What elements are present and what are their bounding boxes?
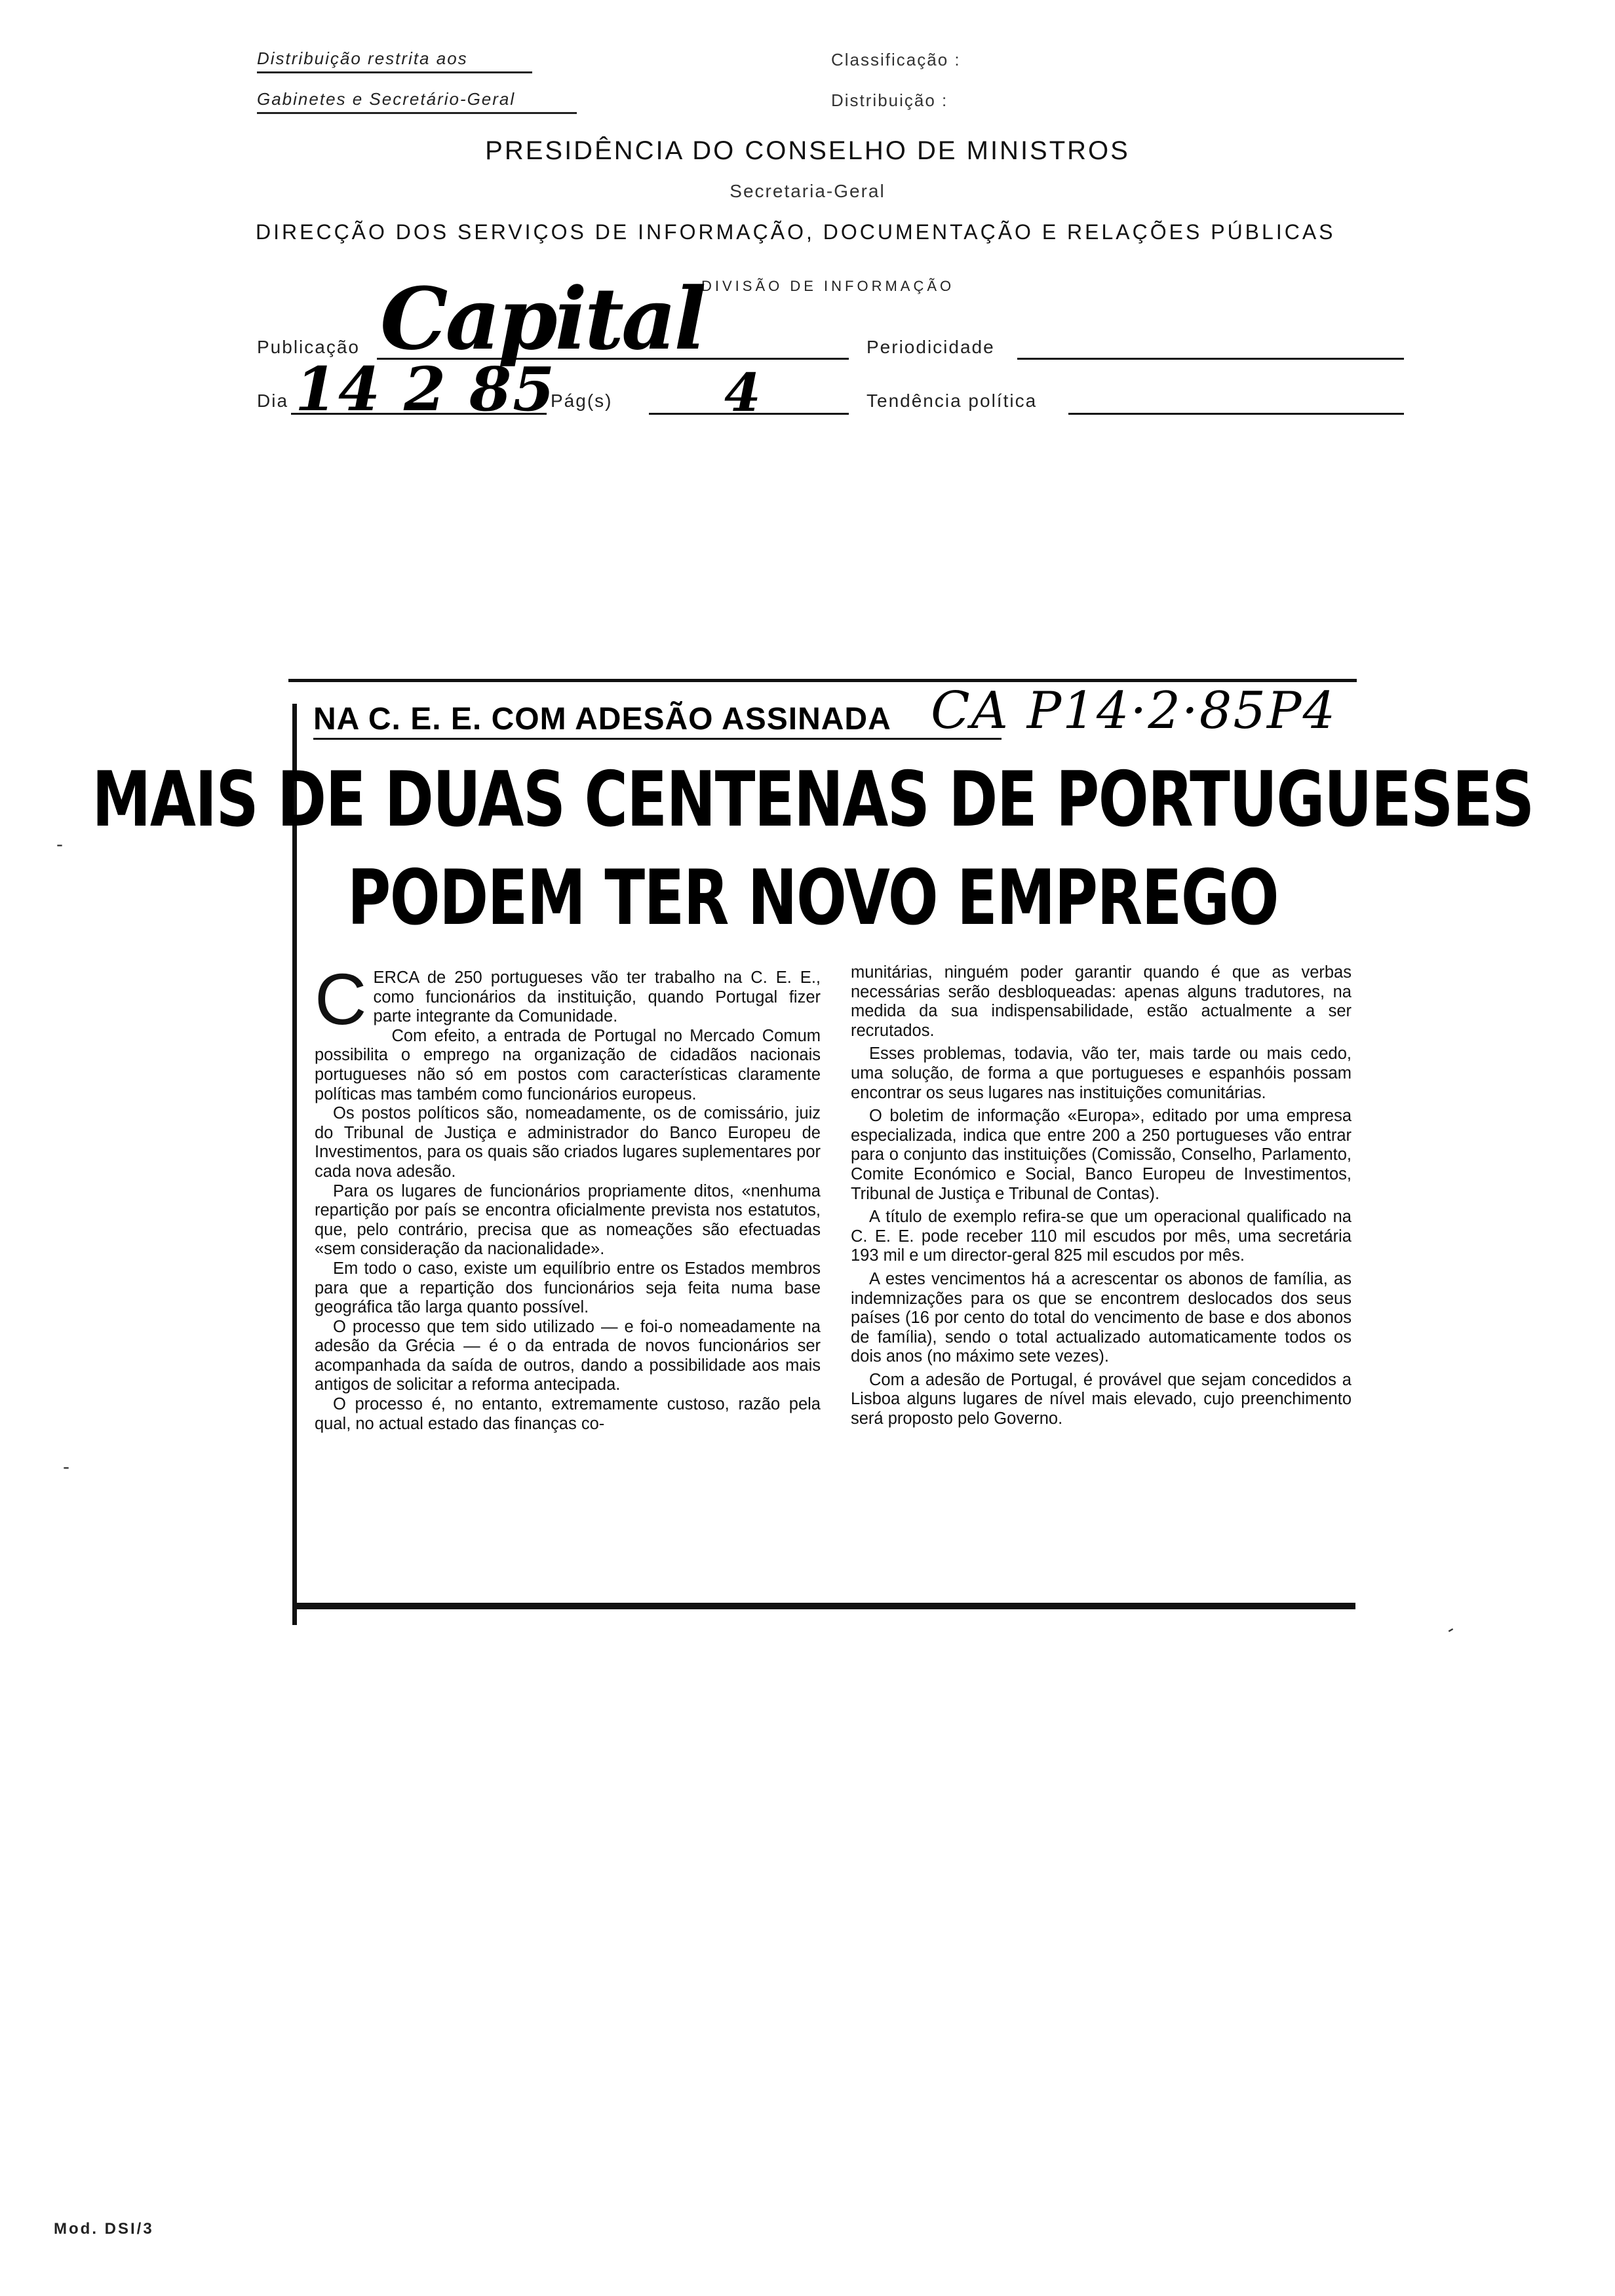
col1-paragraph: Para os lugares de funcionários propriamente ditos, «nenhuma repartição por país se encontra oficialmente prevista nos estatutos, que, pelo contrário, precisa que as nomeações são efectuadas «sem consideração da nacionalidade».	[315, 1181, 821, 1259]
clipping-bottom-rule	[292, 1603, 1355, 1609]
col2-paragraph: Esses problemas, todavia, vão ter, mais tarde ou mais cedo, uma solução, de forma a que portugueses e espanhóis possam encontrar os seus lugares nas instituições comunitárias.	[851, 1044, 1352, 1102]
publication-handwritten: Capital	[380, 269, 704, 369]
day-handwritten: 14 2 85	[295, 354, 556, 425]
handwritten-reference: CA P14·2·85P4	[931, 681, 1337, 740]
col2-paragraph: Com a adesão de Portugal, é provável que sejam concedidos a Lisboa alguns lugares de nível mais elevado, cujo preenchimento será proposto pelo Governo.	[851, 1370, 1352, 1428]
day-label: Dia	[257, 391, 289, 411]
secretariat-subtitle: Secretaria-Geral	[730, 181, 885, 201]
col1-paragraph: Em todo o caso, existe um equilíbrio entre os Estados membros para que a repartição dos funcionários seja feita numa base geográfica tão larga quanto possível.	[315, 1259, 821, 1317]
article-column-2	[851, 963, 1352, 1429]
distribution-restricted-line2: Gabinetes e Secretário-Geral	[257, 89, 577, 114]
article-kicker: NA C. E. E. COM ADESÃO ASSINADA	[313, 702, 891, 737]
tendency-label: Tendência política	[866, 391, 1038, 411]
distribution-restricted-line1: Distribuição restrita aos	[257, 48, 532, 73]
col1-paragraph: O processo é, no entanto, extremamente custoso, razão pela qual, no actual estado das finanças co-	[315, 1395, 821, 1433]
classification-label: Classificação :	[831, 50, 961, 69]
article-column-1	[315, 959, 821, 1434]
scan-mark: -	[1442, 1618, 1459, 1641]
col2-paragraph: A estes vencimentos há a acrescentar os abonos de família, as indemnizações para os que se encontrem deslocados dos seus países (16 por cento do total do vencimento de base e dos abonos de família), sendo o total actualizado automaticamente todos os dois anos (no máximo sete vezes).	[851, 1269, 1352, 1366]
scan-mark: -	[56, 833, 63, 855]
kicker-underline	[313, 738, 1002, 740]
periodicity-label: Periodicidade	[866, 337, 995, 357]
directorate-title: DIRECÇÃO DOS SERVIÇOS DE INFORMAÇÃO, DOCUMENTAÇÃO E RELAÇÕES PÚBLICAS	[256, 220, 1336, 244]
col1-paragraph: O processo que tem sido utilizado — e foi-o nomeadamente na adesão da Grécia — é o da entrada de novos funcionários ser acompanhada da saída de outros, dando a possibilidade aos mais antigos de solicitar a reforma antecipada.	[315, 1317, 821, 1394]
col2-paragraph: A título de exemplo refira-se que um operacional qualificado na C. E. E. pode receber 110 mil escudos por mês, uma secretária 193 mil e um director-geral 825 mil escudos por mês.	[851, 1208, 1352, 1265]
col2-paragraph: munitárias, ninguém poder garantir quando é que as verbas necessárias serão desbloqueadas: apenas alguns tradutores, na medida da sua indispensabilidade, estão actualmente a ser recrutados.	[851, 963, 1352, 1040]
scan-mark: -	[63, 1456, 69, 1478]
distribution-label: Distribuição :	[831, 90, 948, 110]
col1-paragraph: ERCA de 250 portugueses vão ter trabalho na C. E. E., como funcionários da instituição, quando Portugal fizer parte integrante da Comunidade.	[373, 968, 821, 1026]
col2-paragraph: O boletim de informação «Europa», editado por uma empresa especializada, indica que entre 200 a 250 portugueses vão entrar para o conjunto das instituições (Comissão, Conselho, Parlamento, Comite Económico e Social, Banco Europeu de Investimentos, Tribunal de Justiça e Tribunal de Contas).	[851, 1107, 1352, 1203]
pages-label: Pág(s)	[551, 391, 613, 411]
tendency-underline	[1068, 413, 1404, 415]
headline-line1: MAIS DE DUAS CENTENAS DE PORTUGUESES	[92, 756, 1534, 844]
col1-paragraph: Os postos políticos são, nomeadamente, os de comissário, juiz do Tribunal de Justiça e administrador do Banco Europeu de Investimentos, para os quais são criados lugares suplementares por cada nova adesão.	[315, 1104, 821, 1181]
periodicity-underline	[1017, 358, 1404, 360]
col1-paragraph: Com efeito, a entrada de Portugal no Mercado Comum possibilita o emprego na organização de cidadãos nacionais portugueses não só em postos com características claramente políticas mas também como funcionários europeus.	[315, 1026, 821, 1103]
headline-line2: PODEM TER NOVO EMPREGO	[347, 854, 1278, 942]
division-label: DIVISÃO DE INFORMAÇÃO	[701, 278, 955, 294]
pages-handwritten: 4	[724, 362, 761, 423]
publication-label: Publicação	[257, 337, 360, 357]
form-code: Mod. DSI/3	[54, 2220, 154, 2238]
drop-cap: C	[315, 959, 367, 1040]
office-title: PRESIDÊNCIA DO CONSELHO DE MINISTROS	[485, 136, 1130, 165]
